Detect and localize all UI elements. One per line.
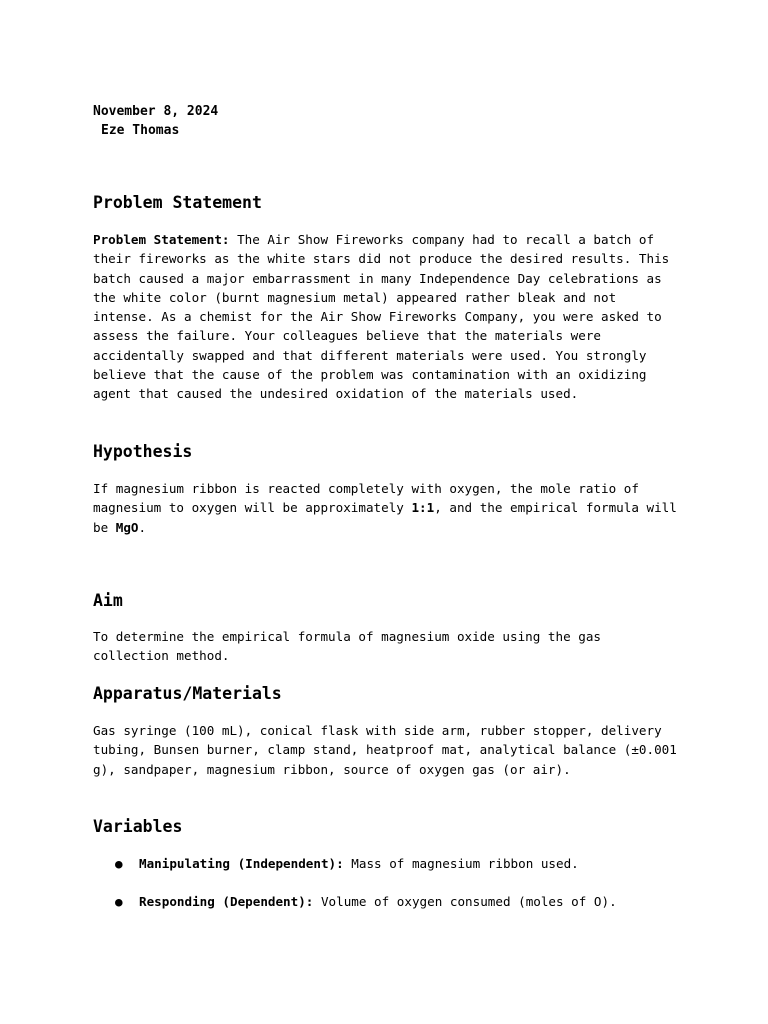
bullet-icon: ● (115, 894, 123, 909)
variable-label: Manipulating (Independent): (139, 856, 344, 871)
hypothesis-text-b: , and the empirical formula will be (93, 500, 677, 535)
hypothesis-ratio: 1:1 (411, 500, 435, 516)
problem-statement-text: The Air Show Fireworks company had to recall a batch of their fireworks as the white stars did not produce the desired results. This batch caused a major embarrassment in many Independence Day celebrations as the white color (burnt magnesium metal) appeared rather bleak and not intense. As a chemist for the Air Show Fireworks Company, you were asked to assess the failure. Your colleagues believe that the materials were accidentally swapped and that different materials were used. You strongly believe that the cause of the problem was contamination with an oxidizing agent that caused the undesired oxidation of the materials used. (93, 232, 670, 402)
hypothesis-formula: MgO (115, 519, 139, 535)
hypothesis-heading: Hypothesis (93, 442, 193, 461)
hypothesis-paragraph (93, 479, 683, 537)
problem-statement-paragraph (93, 230, 683, 404)
bullet-icon: ● (115, 856, 123, 871)
variable-text: Mass of magnesium ribbon used. (343, 856, 579, 871)
apparatus-heading: Apparatus/Materials (93, 684, 282, 703)
aim-paragraph: To determine the empirical formula of magnesium oxide using the gas collection method. (93, 629, 601, 664)
list-item (115, 892, 685, 911)
variable-text: Volume of oxygen consumed (moles of O). (313, 894, 617, 909)
variable-label: Responding (Dependent): (139, 894, 314, 909)
hypothesis-text-a: If magnesium ribbon is reacted completely with oxygen, the mole ratio of magnesium to oxygen will be approximately (93, 481, 639, 516)
list-item (115, 854, 685, 873)
hypothesis-text-c: . (138, 519, 147, 535)
apparatus-paragraph: Gas syringe (100 mL), conical flask with side arm, rubber stopper, delivery tubing, Bunsen burner, clamp stand, heatproof mat, analytical balance (±0.001 g), sandpaper, magnesium ribbon, source of oxygen gas (or air). (93, 723, 677, 777)
document-date: November 8, 2024 (93, 104, 219, 119)
author-name: Eze Thomas (101, 123, 180, 138)
problem-statement-heading: Problem Statement (93, 193, 262, 212)
aim-heading: Aim (93, 591, 123, 610)
problem-statement-label: Problem Statement: (93, 232, 230, 247)
variables-heading: Variables (93, 817, 183, 836)
